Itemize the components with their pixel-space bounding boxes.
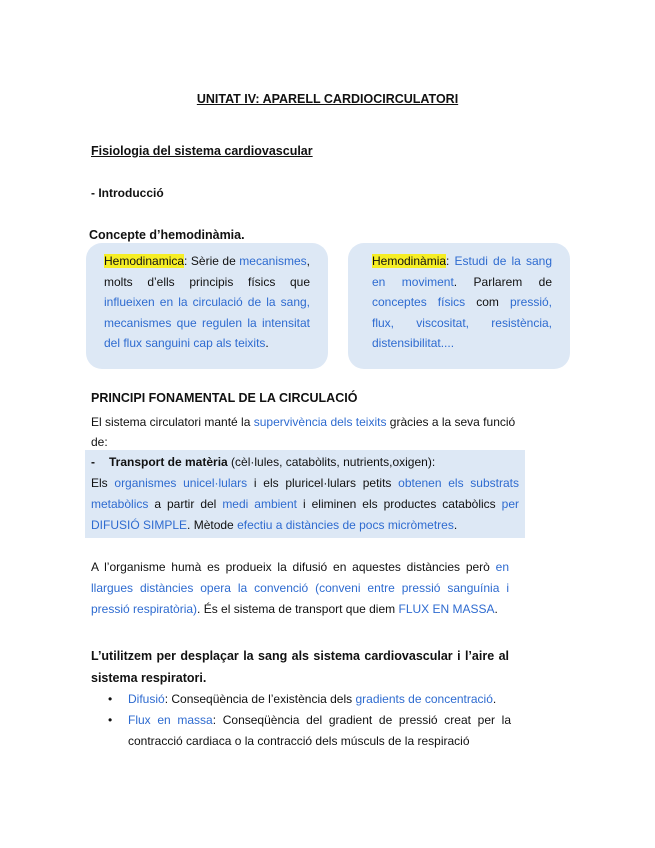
blue-text-run: gradients de concentració — [355, 692, 493, 706]
text-run: Els — [91, 476, 115, 490]
blue-text-run: supervivència dels teixits — [253, 415, 387, 429]
transport-label: Transport de matèria — [109, 455, 228, 469]
transport-title-line — [91, 452, 525, 473]
dash-marker: - — [91, 455, 95, 469]
text-run: . — [492, 692, 497, 706]
blue-text-run: FLUX EN MASSA — [398, 602, 495, 616]
blue-text-run: medi ambient — [222, 497, 297, 511]
principi-paragraph — [91, 412, 531, 452]
list-item — [108, 710, 511, 752]
blue-text-run: conceptes físics — [372, 295, 466, 310]
text-run: . — [494, 602, 498, 616]
text-run: . — [265, 336, 269, 351]
transport-detail: (cèl·lules, catabòlits, nutrients,oxigen): — [227, 455, 436, 469]
concept-heading: Concepte d’hemodinàmia. — [89, 228, 245, 242]
bullet-list — [108, 689, 511, 752]
intro-heading: - Introducció — [91, 186, 164, 200]
text-run: . Parlarem de — [453, 274, 553, 289]
blue-text-run: en llargues distàncies opera la convenció (conveni entre pressió sanguínia i pressió respiratòria) — [91, 560, 509, 616]
text-run: A l’organisme humà es produeix la difusió en aquestes distàncies però — [91, 560, 496, 574]
transport-paragraph — [91, 473, 519, 536]
usage-paragraph: L’utilitzem per desplaçar la sang als sistema cardiovascular i l’aire al sistema respiratori. — [91, 649, 509, 685]
blue-text-run: mecanismes — [239, 254, 307, 268]
text-run: . — [453, 518, 458, 532]
difusio-paragraph — [91, 557, 509, 620]
text-run: com — [465, 295, 510, 310]
list-item — [108, 689, 511, 710]
highlighted-term: Hemodinamica — [104, 254, 185, 268]
bullet-marker: • — [108, 713, 113, 727]
text-run: : — [446, 254, 455, 268]
blue-text-run: influeixen en la circulació de la sang, mecanismes que regulen la intensitat del flux sanguini cap als teixits — [104, 295, 310, 351]
text-run: : Conseqüència del gradient de pressió creat per la contracció cardiaca o la contracció dels músculs de la respiració — [128, 713, 512, 748]
blue-text-run: Flux en massa — [128, 713, 213, 727]
text-run: : Sèrie de — [184, 254, 240, 268]
text-run: El sistema circulatori manté la — [91, 415, 254, 429]
section-subtitle: Fisiologia del sistema cardiovascular — [91, 144, 313, 158]
blue-text-run: obtenen els substrats metabòlics — [91, 476, 519, 511]
blue-text-run: per DIFUSIÓ SIMPLE — [91, 497, 519, 532]
bullet-marker: • — [108, 692, 113, 706]
text-run: : Conseqüència de l’existència dels — [164, 692, 356, 706]
text-run: gràcies a la seva funció de: — [91, 415, 516, 449]
blue-text-run: pressió, flux, viscositat, resistència, distensibilitat.... — [372, 295, 552, 351]
blue-text-run: Estudi de la sang en moviment — [372, 254, 553, 289]
text-run: i els pluricel·lulars petits — [247, 476, 399, 490]
principi-heading: PRINCIPI FONAMENTAL DE LA CIRCULACIÓ — [91, 391, 358, 405]
text-run: , molts d’ells principis físics que — [104, 254, 310, 289]
blue-text-run: Difusió — [128, 692, 165, 706]
blue-text-run: organismes unicel·lulars — [114, 476, 248, 490]
text-run: i eliminen els productes catabòlics — [297, 497, 502, 511]
hemodinamia-definition-box — [348, 243, 570, 369]
transport-block — [85, 450, 525, 538]
text-run: . És el sistema de transport que diem — [197, 602, 399, 616]
hemodinamica-definition-box — [86, 243, 328, 369]
document-title: UNITAT IV: APARELL CARDIOCIRCULATORI — [196, 92, 459, 106]
text-run: . Mètode — [187, 518, 238, 532]
text-run: a partir del — [148, 497, 223, 511]
blue-text-run: efectiu a distàncies de pocs micròmetres — [237, 518, 454, 532]
highlighted-term: Hemodinàmia — [372, 254, 447, 268]
